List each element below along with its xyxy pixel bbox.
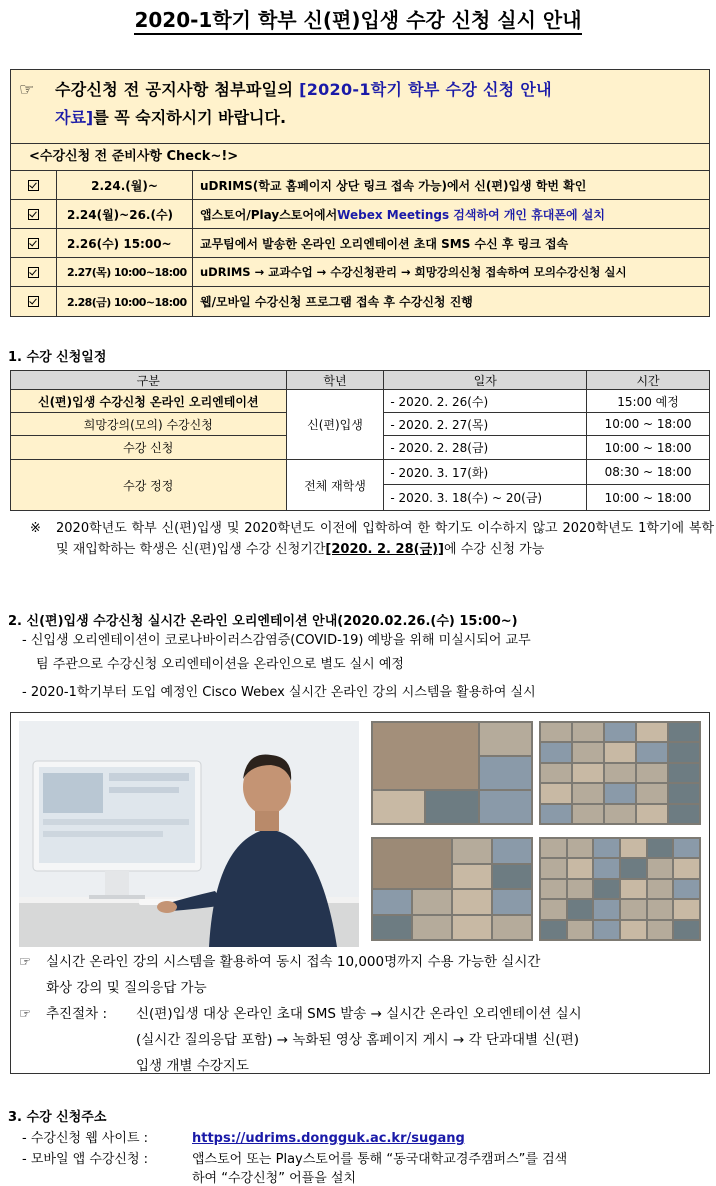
notice-text-cont: 를 꼭 숙지하시기 바랍니다. — [93, 108, 287, 127]
date-cell: - 2020. 3. 18(수) ~ 20(금) — [384, 485, 587, 511]
app-address-row — [22, 1149, 567, 1170]
date-cell: - 2020. 3. 17(화) — [384, 460, 587, 485]
media-description — [11, 949, 711, 1079]
checklist-date: 2.28(금) 10:00~18:00 — [57, 287, 193, 316]
checklist-date: 2.26(수) 15:00~ — [57, 229, 193, 257]
grade-cell: 신(편)입생 — [286, 390, 384, 460]
person-at-computer-image — [19, 721, 359, 947]
procedure-label: 추진절차 : — [46, 1006, 108, 1022]
media-text-line: (실시간 질의응답 포함) → 녹화된 영상 홈페이지 게시 → 각 단과대별 신(편) — [136, 1032, 580, 1048]
checklist-text: 앱스토어/Play스토어에서 Webex Meetings 검색하여 개인 휴대폰에 설치 — [200, 207, 605, 222]
note-date: [2020. 2. 28(금)] — [325, 542, 444, 557]
sugang-web-link[interactable]: https://udrims.dongguk.ac.kr/sugang — [192, 1131, 465, 1146]
app-label: - 모바일 앱 수강신청 : — [22, 1152, 149, 1167]
media-text-line: 입생 개별 수강지도 — [136, 1058, 249, 1074]
category-cell: 희망강의(모의) 수강신청 — [11, 413, 287, 436]
media-text-line: 화상 강의 및 질의응답 가능 — [46, 980, 207, 996]
bullet-text: - 2020-1학기부터 도입 예정인 Cisco Webex 실시간 온라인 강의 시스템을 활용하여 실시 — [22, 685, 536, 700]
schedule-table — [10, 370, 710, 511]
checked-box-icon — [28, 296, 39, 307]
header-date: 일자 — [384, 371, 587, 390]
section-title: 1. 수강 신청일정 — [8, 350, 107, 365]
checklist-row — [11, 171, 709, 200]
checked-box-icon — [28, 238, 39, 249]
webex-highlight: Webex Meetings 검색하여 개인 휴대폰에 설치 — [337, 207, 605, 222]
header-grade: 학년 — [286, 371, 384, 390]
video-conference-image — [371, 837, 533, 941]
notice-link-text-cont: 자료] — [55, 108, 94, 127]
media-text-line: 실시간 온라인 강의 시스템을 활용하여 동시 접속 10,000명까지 수용 가능한 실시간 — [46, 954, 541, 970]
section-title: 2. 신(편)입생 수강신청 실시간 온라인 오리엔테이션 안내(2020.02.26.(수) 15:00~) — [8, 614, 518, 629]
pointing-hand-icon: ☞ — [19, 80, 35, 100]
notice-box — [10, 69, 710, 317]
header-time: 시간 — [587, 371, 710, 390]
media-box — [10, 712, 710, 1074]
time-cell: 10:00 ~ 18:00 — [587, 485, 710, 511]
time-cell: 10:00 ~ 18:00 — [587, 436, 710, 460]
notice-link-text: [2020-1학기 학부 수강 신청 안내 — [299, 80, 552, 99]
date-cell: - 2020. 2. 26(수) — [384, 390, 587, 413]
checked-box-icon — [28, 180, 39, 191]
checked-box-icon — [28, 209, 39, 220]
time-cell: 10:00 ~ 18:00 — [587, 413, 710, 436]
checklist-row — [11, 200, 709, 229]
checklist-text: uDRIMS → 교과수업 → 수강신청관리 → 희망강의신청 접속하여 모의수강신청 실시 — [200, 265, 627, 279]
video-conference-image — [539, 837, 701, 941]
video-conference-image — [371, 721, 533, 825]
schedule-note — [30, 518, 714, 560]
web-label: - 수강신청 웹 사이트 : — [22, 1131, 149, 1146]
header-category: 구분 — [11, 371, 287, 390]
table-row — [11, 390, 710, 413]
bullet-text: - 신입생 오리엔테이션이 코로나바이러스감염증(COVID-19) 예방을 위해 미실시되어 교무 — [22, 633, 531, 648]
web-address-row — [22, 1128, 465, 1149]
reference-mark: ※ — [30, 521, 41, 536]
section-title: 3. 수강 신청주소 — [8, 1110, 107, 1125]
checklist-date: 2.24.(월)~ — [57, 171, 193, 199]
pointing-hand-icon: ☞ — [19, 1006, 32, 1022]
notice-text: 수강신청 전 공지사항 첨부파일의 — [55, 80, 300, 99]
checklist-date: 2.27(목) 10:00~18:00 — [57, 258, 193, 286]
app-text-cont: 하여 “수강신청” 어플을 설치 — [192, 1171, 357, 1186]
time-cell: 08:30 ~ 18:00 — [587, 460, 710, 485]
category-cell: 신(편)입생 수강신청 온라인 오리엔테이션 — [11, 390, 287, 413]
video-conference-image — [539, 721, 701, 825]
pointing-hand-icon: ☞ — [19, 954, 32, 970]
media-text-line: 신(편)입생 대상 온라인 초대 SMS 발송 → 실시간 온라인 오리엔테이션 실시 — [136, 1006, 582, 1022]
checklist-date: 2.24(월)~26.(수) — [57, 200, 193, 228]
checklist-text: uDRIMS(학교 홈페이지 상단 링크 접속 가능)에서 신(편)입생 학번 확인 — [200, 178, 587, 193]
app-text: 앱스토어 또는 Play스토어를 통해 “동국대학교경주캠퍼스”를 검색 — [192, 1152, 568, 1167]
category-cell: 수강 정정 — [11, 460, 287, 511]
checklist-row — [11, 287, 709, 316]
date-cell: - 2020. 2. 28(금) — [384, 436, 587, 460]
note-text: 2020학년도 학부 신(편)입생 및 2020학년도 이전에 입학하여 한 학기도 이수하지 않고 2020학년도 1학기에 복학 및 재입학하는 학생은 신(편)입생 수강 신청기간 — [56, 521, 714, 557]
grade-cell: 전체 재학생 — [286, 460, 384, 511]
time-cell: 15:00 예정 — [587, 390, 710, 413]
note-tail: 에 수강 신청 가능 — [444, 542, 545, 557]
checklist-row — [11, 258, 709, 287]
checklist-text: 교무팀에서 발송한 온라인 오리엔테이션 초대 SMS 수신 후 링크 접속 — [200, 236, 569, 251]
checklist-row — [11, 229, 709, 258]
page-title: 2020-1학기 학부 신(편)입생 수강 신청 실시 안내 — [0, 4, 716, 33]
category-cell: 수강 신청 — [11, 436, 287, 460]
checked-box-icon — [28, 267, 39, 278]
date-cell: - 2020. 2. 27(목) — [384, 413, 587, 436]
checklist-title: <수강신청 전 준비사항 Check~!> — [11, 144, 709, 171]
table-row — [11, 460, 710, 485]
table-header-row — [11, 371, 710, 390]
bullet-text-cont: 팀 주관으로 수강신청 오리엔테이션을 온라인으로 별도 실시 예정 — [36, 657, 404, 672]
notice-header — [11, 70, 709, 144]
checklist-text: 웹/모바일 수강신청 프로그램 접속 후 수강신청 진행 — [200, 295, 473, 309]
